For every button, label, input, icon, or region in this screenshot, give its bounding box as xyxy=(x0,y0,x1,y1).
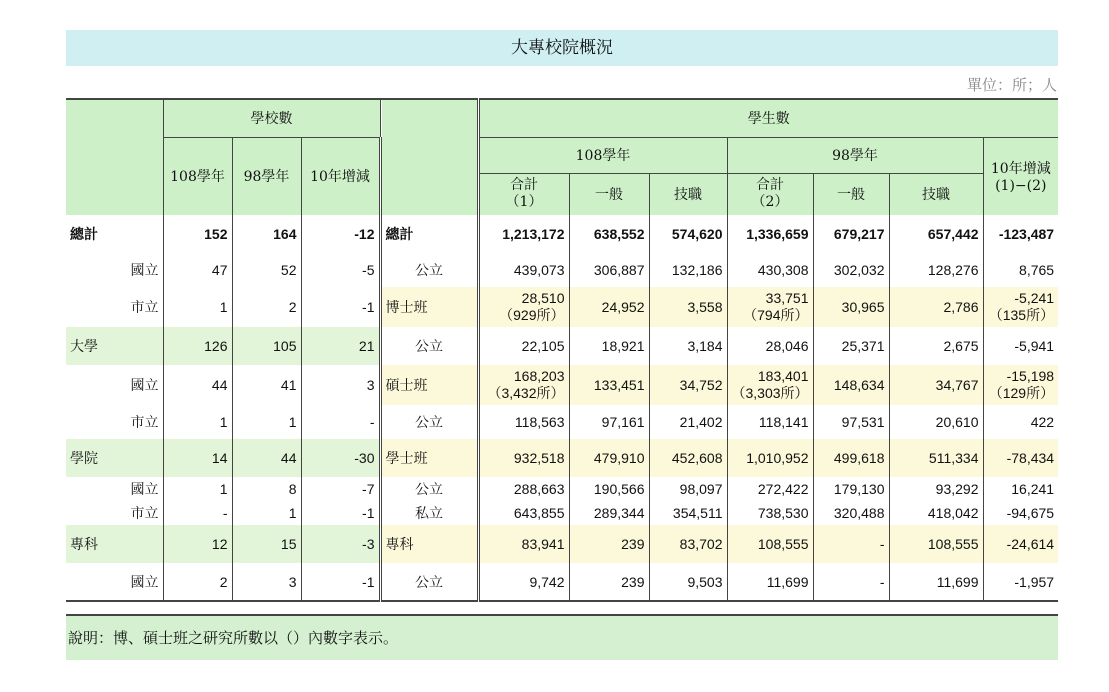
school-count-98: 1 xyxy=(232,405,301,439)
student-general-98: 148,634 xyxy=(813,365,889,405)
school-count-108: 12 xyxy=(163,525,232,563)
student-general-108: 306,887 xyxy=(569,253,649,287)
student-vocational-108: 34,752 xyxy=(649,365,727,405)
student-vocational-108: 132,186 xyxy=(649,253,727,287)
student-total-108: 288,663 xyxy=(478,477,569,501)
student-total-98-count-note: （3,303所） xyxy=(731,385,809,401)
table-body xyxy=(66,215,1058,601)
student-total-98: 118,141 xyxy=(727,405,813,439)
header-student-98: 98學年 xyxy=(727,137,983,173)
student-vocational-98: 418,042 xyxy=(889,501,983,525)
student-vocational-108: 9,503 xyxy=(649,563,727,601)
school-category-label: 市立 xyxy=(66,287,163,327)
school-count-98: 44 xyxy=(232,439,301,477)
student-change-value: -5,241 xyxy=(1014,290,1055,306)
student-change: -123,487 xyxy=(998,226,1055,242)
student-general-108: 24,952 xyxy=(569,287,649,327)
student-change: 8,765 xyxy=(1019,262,1055,278)
school-category-label: 學院 xyxy=(66,439,163,477)
student-vocational-108: 98,097 xyxy=(649,477,727,501)
student-total-108: 118,563 xyxy=(478,405,569,439)
student-vocational-98: 2,786 xyxy=(889,287,983,327)
student-general-108: 18,921 xyxy=(569,327,649,365)
header-general-108: 一般 xyxy=(569,173,649,215)
header-total-98-label: 合計 xyxy=(756,177,784,194)
school-count-108: 1 xyxy=(163,405,232,439)
header-change-formula: (1)−(2) xyxy=(995,178,1047,195)
table-row xyxy=(66,477,1058,501)
student-total-108: 439,073 xyxy=(478,253,569,287)
student-category-label: 公立 xyxy=(380,405,478,439)
header-student-change xyxy=(983,137,1058,215)
student-general-108: 239 xyxy=(569,563,649,601)
school-count-change: - xyxy=(301,405,380,439)
school-count-change: -1 xyxy=(301,563,380,601)
student-total-98 xyxy=(727,287,813,327)
student-category-label: 公立 xyxy=(380,563,478,601)
school-count-change: -30 xyxy=(301,439,380,477)
student-change: -24,614 xyxy=(983,525,1058,563)
school-count-108: 44 xyxy=(163,365,232,405)
student-general-108: 289,344 xyxy=(569,501,649,525)
student-change: -1,957 xyxy=(983,563,1058,601)
school-count-98: 15 xyxy=(232,525,301,563)
student-total-108: 932,518 xyxy=(478,439,569,477)
student-change: 16,241 xyxy=(1011,481,1055,497)
header-school-change: 10年增減 xyxy=(301,137,380,215)
student-change: 422 xyxy=(1030,414,1055,430)
student-change-count-note: （129所） xyxy=(988,385,1055,401)
student-general-108: 479,910 xyxy=(569,439,649,477)
table-row xyxy=(66,405,1058,439)
student-total-98: 1,336,659 xyxy=(727,215,813,253)
student-vocational-98: 93,292 xyxy=(889,477,983,501)
student-vocational-98: 34,767 xyxy=(889,365,983,405)
student-total-98: 11,699 xyxy=(727,563,813,601)
table-row xyxy=(66,253,1058,287)
student-vocational-108: 3,558 xyxy=(649,287,727,327)
student-general-108: 638,552 xyxy=(569,215,649,253)
school-count-change: -3 xyxy=(301,525,380,563)
student-total-98: 272,422 xyxy=(727,477,813,501)
school-count-98: 2 xyxy=(232,287,301,327)
student-total-108-count-note: （929所） xyxy=(499,307,565,323)
header-school-98: 98學年 xyxy=(232,137,301,215)
student-total-98: 738,530 xyxy=(727,501,813,525)
student-vocational-98: 20,610 xyxy=(889,405,983,439)
student-category-label: 公立 xyxy=(380,477,478,501)
school-category-label: 大學 xyxy=(66,327,163,365)
student-vocational-98: 11,699 xyxy=(889,563,983,601)
student-change: -5,941 xyxy=(1014,338,1055,354)
table-row xyxy=(66,327,1058,365)
student-general-98: - xyxy=(813,563,889,601)
student-category-label: 博士班 xyxy=(380,287,478,327)
student-total-108-value: 28,510 xyxy=(521,290,565,306)
student-general-98: 499,618 xyxy=(813,439,889,477)
student-category-label: 學士班 xyxy=(380,439,478,477)
student-vocational-108: 354,511 xyxy=(649,501,727,525)
header-total-98-note: （2） xyxy=(751,194,789,211)
student-vocational-98: 657,442 xyxy=(889,215,983,253)
student-general-98: 320,488 xyxy=(813,501,889,525)
school-category-label: 專科 xyxy=(66,525,163,563)
header-blank-left xyxy=(66,99,163,215)
student-category-label: 專科 xyxy=(380,525,478,563)
school-count-98: 8 xyxy=(232,477,301,501)
school-count-108: 47 xyxy=(163,253,232,287)
table-row xyxy=(66,215,1058,253)
school-count-108: 14 xyxy=(163,439,232,477)
school-count-98: 105 xyxy=(232,327,301,365)
student-total-108 xyxy=(478,287,569,327)
student-total-98-value: 33,751 xyxy=(765,290,809,306)
header-student-count: 學生數 xyxy=(478,99,1058,137)
student-total-108: 643,855 xyxy=(478,501,569,525)
header-total-108-note: （1） xyxy=(505,194,543,211)
student-general-108: 133,451 xyxy=(569,365,649,405)
school-count-108: 1 xyxy=(163,287,232,327)
student-total-98: 430,308 xyxy=(727,253,813,287)
school-count-98: 3 xyxy=(232,563,301,601)
school-category-label: 市立 xyxy=(66,501,163,525)
header-student-108: 108學年 xyxy=(478,137,727,173)
school-count-108: 152 xyxy=(163,215,232,253)
student-total-98-value: 183,401 xyxy=(757,368,809,384)
school-category-label: 國立 xyxy=(66,365,163,405)
student-total-108: 83,941 xyxy=(478,525,569,563)
student-general-98: 302,032 xyxy=(813,253,889,287)
school-category-label: 國立 xyxy=(66,563,163,601)
student-vocational-108: 574,620 xyxy=(649,215,727,253)
school-count-108: 2 xyxy=(163,563,232,601)
student-vocational-108: 3,184 xyxy=(649,327,727,365)
student-change-count-note: （135所） xyxy=(988,307,1055,323)
header-general-98: 一般 xyxy=(813,173,889,215)
student-change: -78,434 xyxy=(983,439,1058,477)
student-change: -94,675 xyxy=(1006,505,1055,521)
student-total-108: 22,105 xyxy=(478,327,569,365)
student-change xyxy=(983,287,1058,327)
student-total-108-value: 168,203 xyxy=(513,368,565,384)
student-total-108-count-note: （3,432所） xyxy=(487,385,565,401)
table-row xyxy=(66,563,1058,601)
student-vocational-98: 2,675 xyxy=(889,327,983,365)
school-count-98: 164 xyxy=(232,215,301,253)
student-total-98: 108,555 xyxy=(727,525,813,563)
student-vocational-98: 128,276 xyxy=(889,253,983,287)
student-category-label: 公立 xyxy=(380,327,478,365)
table-row xyxy=(66,525,1058,563)
school-count-98: 41 xyxy=(232,365,301,405)
school-count-change: 21 xyxy=(301,327,380,365)
table-row xyxy=(66,287,1058,327)
header-school-count: 學校數 xyxy=(163,99,380,137)
student-total-98 xyxy=(727,365,813,405)
student-category-label: 私立 xyxy=(380,501,478,525)
school-count-change: 3 xyxy=(301,365,380,405)
header-row-1 xyxy=(66,99,1058,137)
student-general-98: 97,531 xyxy=(813,405,889,439)
student-total-108 xyxy=(478,365,569,405)
header-vocational-108: 技職 xyxy=(649,173,727,215)
table-row xyxy=(66,501,1058,525)
student-general-108: 190,566 xyxy=(569,477,649,501)
student-general-98: 679,217 xyxy=(813,215,889,253)
student-vocational-108: 452,608 xyxy=(649,439,727,477)
school-count-98: 52 xyxy=(232,253,301,287)
student-vocational-98: 108,555 xyxy=(889,525,983,563)
student-category-label: 公立 xyxy=(380,253,478,287)
student-vocational-108: 83,702 xyxy=(649,525,727,563)
school-count-change: -1 xyxy=(301,501,380,525)
table-row xyxy=(66,365,1058,405)
header-total-108 xyxy=(478,173,569,215)
header-row-2 xyxy=(66,137,1058,173)
school-count-108: 126 xyxy=(163,327,232,365)
footnote: 說明：博、碩士班之研究所數以（）內數字表示。 xyxy=(66,616,1058,660)
school-category-label: 國立 xyxy=(66,253,163,287)
unit-label: 單位：所；人 xyxy=(966,76,1057,94)
school-count-change: -7 xyxy=(301,477,380,501)
header-change-label: 10年增減 xyxy=(990,161,1051,178)
statistics-table xyxy=(66,98,1058,602)
student-general-98: 179,130 xyxy=(813,477,889,501)
school-count-108: - xyxy=(163,501,232,525)
student-vocational-98: 511,334 xyxy=(889,439,983,477)
header-school-108: 108學年 xyxy=(163,137,232,215)
header-blank-category xyxy=(380,99,478,215)
header-vocational-98: 技職 xyxy=(889,173,983,215)
school-count-change: -12 xyxy=(301,215,380,253)
school-category-label: 市立 xyxy=(66,405,163,439)
student-change xyxy=(983,365,1058,405)
student-category-label: 碩士班 xyxy=(380,365,478,405)
table-row xyxy=(66,439,1058,477)
school-category-label: 國立 xyxy=(66,477,163,501)
student-total-98: 28,046 xyxy=(727,327,813,365)
school-count-98: 1 xyxy=(232,501,301,525)
student-vocational-108: 21,402 xyxy=(649,405,727,439)
student-category-label: 總計 xyxy=(380,215,478,253)
header-total-98 xyxy=(727,173,813,215)
school-category-label: 總計 xyxy=(66,215,163,253)
student-general-108: 97,161 xyxy=(569,405,649,439)
student-general-108: 239 xyxy=(569,525,649,563)
header-total-108-label: 合計 xyxy=(510,177,538,194)
student-total-108: 1,213,172 xyxy=(478,215,569,253)
student-total-98: 1,010,952 xyxy=(727,439,813,477)
school-count-change: -1 xyxy=(301,287,380,327)
student-total-98-count-note: （794所） xyxy=(743,307,809,323)
student-total-108: 9,742 xyxy=(478,563,569,601)
page-title: 大專校院概況 xyxy=(66,30,1058,66)
school-count-change: -5 xyxy=(301,253,380,287)
school-count-108: 1 xyxy=(163,477,232,501)
student-general-98: 30,965 xyxy=(813,287,889,327)
student-general-98: - xyxy=(813,525,889,563)
student-general-98: 25,371 xyxy=(813,327,889,365)
student-change-value: -15,198 xyxy=(1006,368,1055,384)
